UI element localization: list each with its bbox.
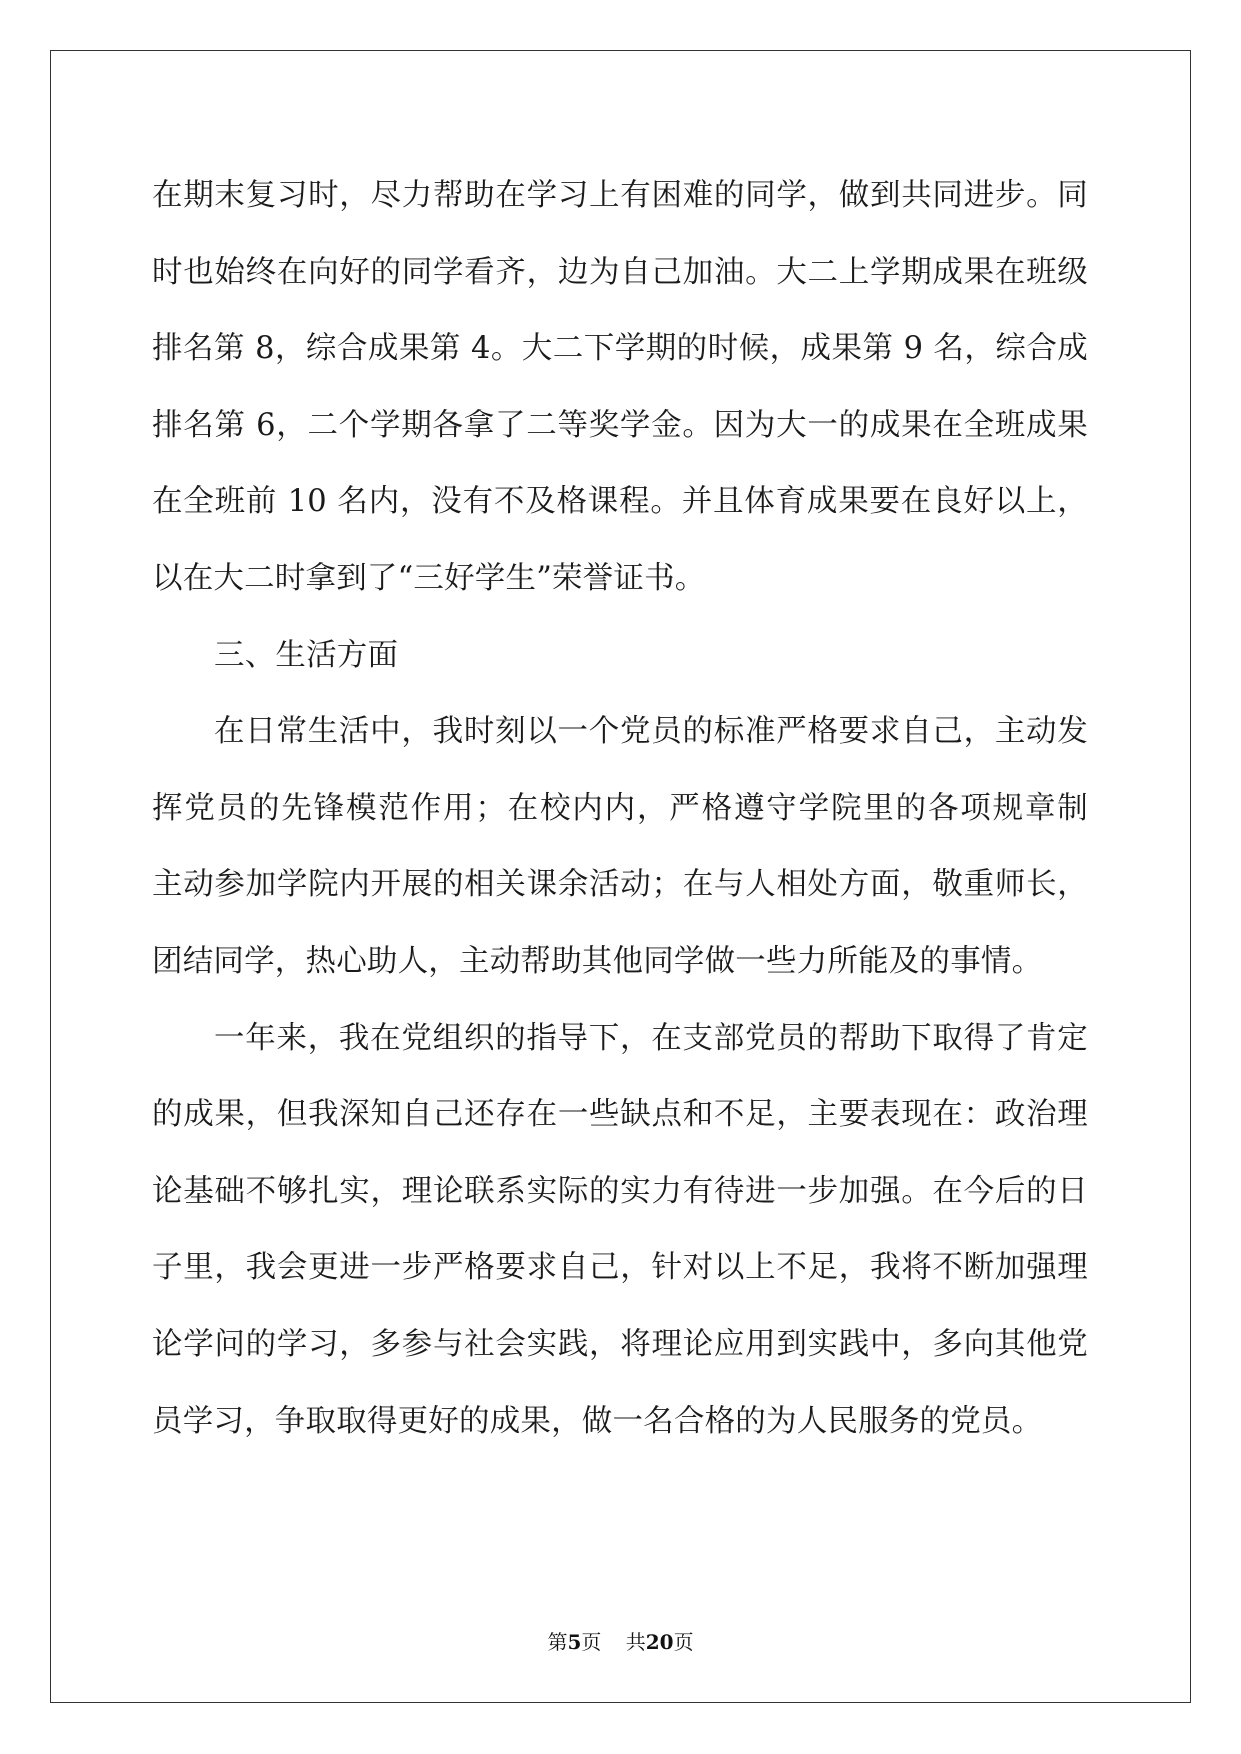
text-line: 以在大二时拿到了“三好学生”荣誉证书。 (152, 560, 706, 596)
text-line: 排名第 6，二个学期各拿了二等奖学金。因为大一的成果在全班成果 (152, 407, 1088, 443)
text-line: 挥党员的先锋模范作用；在校内内，严格遵守学院里的各项规章制 (152, 790, 1088, 826)
text-line: 排名第 8，综合成果第 4。大二下学期的时候，成果第 9 名，综合成 (152, 331, 1088, 367)
text-line: 团结同学，热心助人，主动帮助其他同学做一些力所能及的事情。 (152, 943, 1043, 979)
text-line: 论基础不够扎实，理论联系实际的实力有待进一步加强。在今后的日 (152, 1173, 1088, 1209)
page-indicator: 第5页 (547, 1630, 602, 1654)
text-line: 时也始终在向好的同学看齐，边为自己加油。大二上学期成果在班级 (152, 254, 1088, 290)
text-line: 论学问的学习，多参与社会实践，将理论应用到实践中，多向其他党 (152, 1326, 1088, 1362)
text-line: 一年来，我在党组织的指导下，在支部党员的帮助下取得了肯定 (214, 1020, 1088, 1056)
page-footer (0, 1626, 1241, 1655)
text-line: 的成果，但我深知自己还存在一些缺点和不足，主要表现在：政治理 (152, 1097, 1088, 1133)
text-line: 子里，我会更进一步严格要求自己，针对以上不足，我将不断加强理 (152, 1250, 1088, 1286)
text-line: 在全班前 10 名内，没有不及格课程。并且体育成果要在良好以上， (152, 484, 1088, 520)
document-body (152, 158, 1088, 1460)
text-line: 主动参加学院内开展的相关课余活动；在与人相处方面，敬重师长， (152, 867, 1088, 903)
total-pages-indicator: 共20页 (625, 1630, 694, 1654)
text-line: 在日常生活中，我时刻以一个党员的标准严格要求自己，主动发 (214, 714, 1088, 750)
text-line: 三、生活方面 (214, 637, 399, 673)
total-pages: 20 (645, 1630, 674, 1654)
page-number: 5 (567, 1630, 582, 1654)
text-line: 员学习，争取取得更好的成果，做一名合格的为人民服务的党员。 (152, 1403, 1043, 1439)
text-line: 在期末复习时，尽力帮助在学习上有困难的同学，做到共同进步。同 (152, 178, 1088, 213)
